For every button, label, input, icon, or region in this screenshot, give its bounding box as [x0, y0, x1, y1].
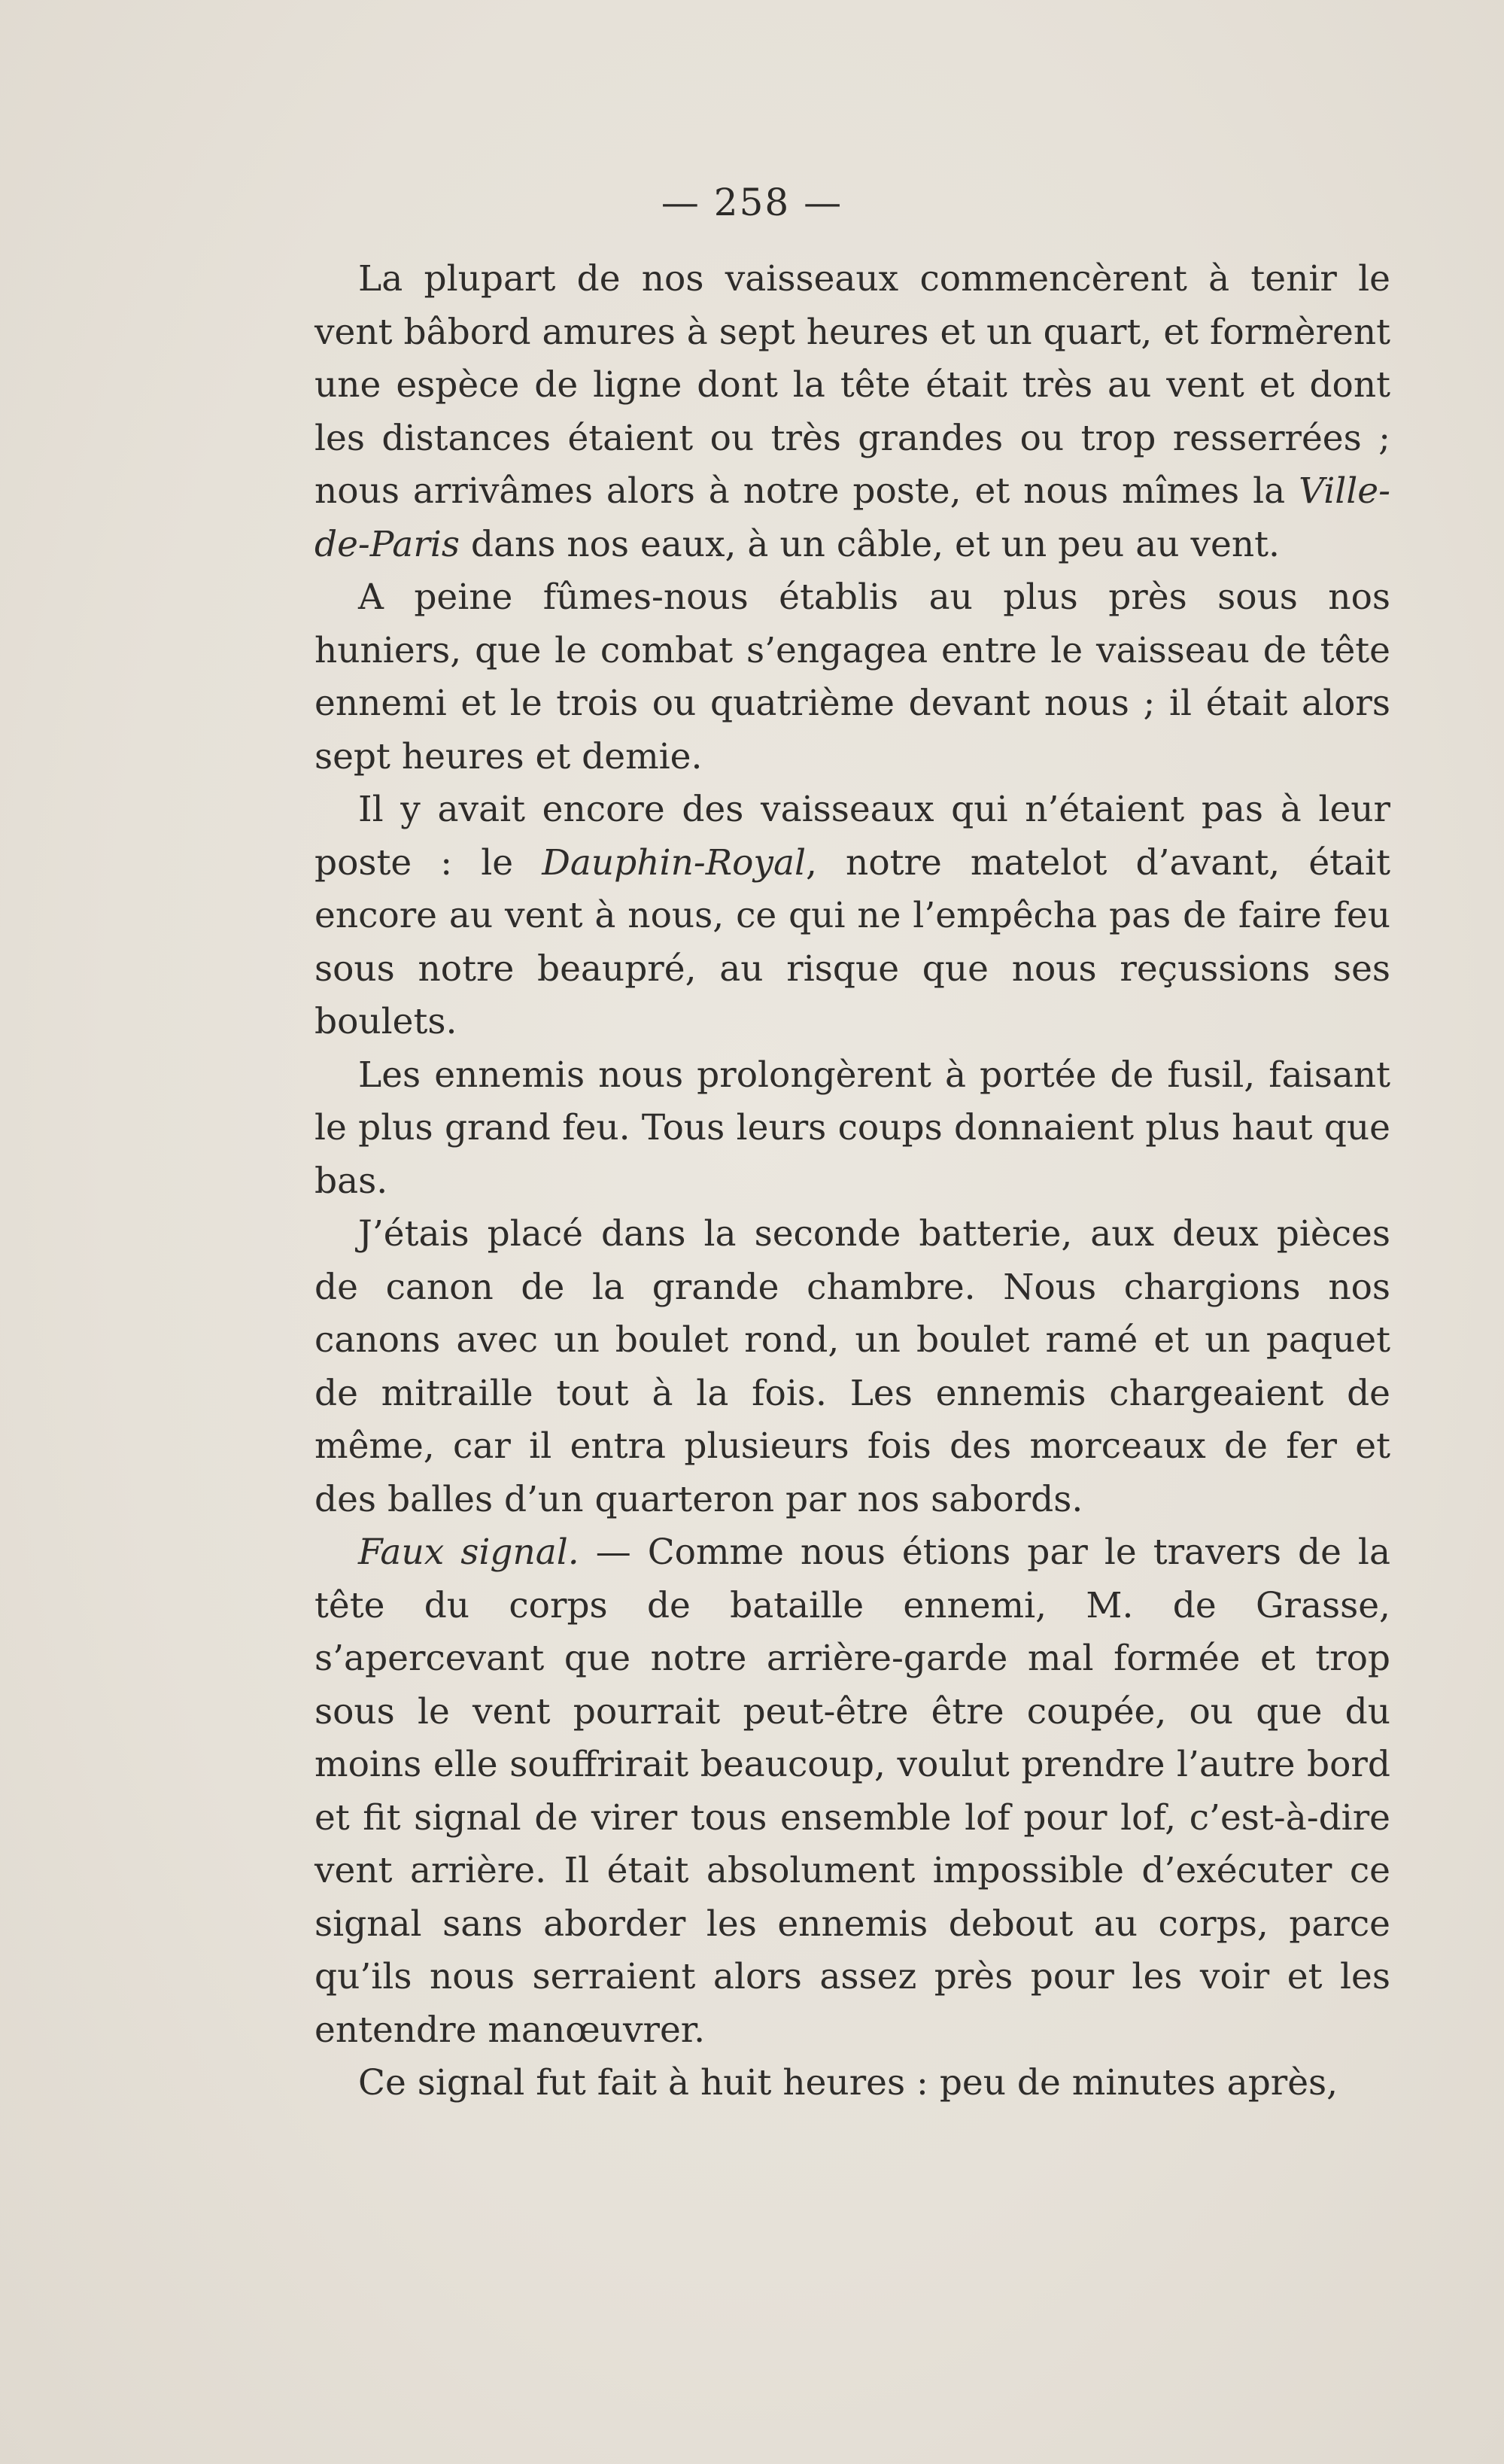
ship-name: Ville-de-Paris	[314, 470, 1390, 565]
paragraph: Il y avait encore des vaisseaux qui n’étaient pas à leur poste : le Dauphin-Royal, notre matelot d’avant, était encore au vent à nous, ce qui ne l’empêcha pas de faire feu sous notre beaupré, au risque que nous reçussions ses boulets.	[314, 789, 1390, 1042]
section-heading: Faux signal.	[358, 1532, 579, 1573]
body-text	[314, 253, 1390, 2110]
paragraph: La plupart de nos vaisseaux commencèrent à tenir le vent bâbord amures à sept heures et un quart, et formèrent une espèce de ligne dont la tête était très au vent et dont les distances étaient ou très grandes ou trop resserrées ; nous arrivâmes alors à notre poste, et nous mîmes la Ville-de-Paris dans nos eaux, à un câble, et un peu au vent.	[314, 258, 1390, 565]
paragraph: Les ennemis nous prolongèrent à portée de fusil, faisant le plus grand feu. Tous leurs coups donnaient plus haut que bas.	[314, 1054, 1390, 1202]
paragraph: Faux signal. — Comme nous étions par le travers de la tête du corps de bataille ennemi, M. de Grasse, s’apercevant que notre arrière-garde mal formée et trop sous le vent pourrait peut-être être coupée, ou que du moins elle souffrirait beaucoup, voulut prendre l’autre bord et fit signal de virer tous ensemble lof pour lof, c’est-à-dire vent arrière. Il était absolument impossible d’exécuter ce signal sans aborder les ennemis debout au corps, parce qu’ils nous serraient alors assez près pour les voir et les entendre manœuvrer.	[314, 1532, 1390, 2051]
paragraph: J’étais placé dans la seconde batterie, aux deux pièces de canon de la grande chambre. Nous chargions nos canons avec un boulet rond, un boulet ramé et un paquet de mitraille tout à la fois. Les ennemis chargeaient de même, car il entra plusieurs fois des morceaux de fer et des balles d’un quarteron par nos sabords.	[314, 1213, 1390, 1520]
paragraph: A peine fûmes-nous établis au plus près sous nos huniers, que le combat s’engagea entre le vaisseau de tête ennemi et le trois ou quatrième devant nous ; il était alors sept heures et demie.	[314, 576, 1390, 777]
ship-name: Dauphin-Royal	[542, 841, 807, 884]
paragraph: Ce signal fut fait à huit heures : peu de minutes après,	[358, 2062, 1338, 2104]
page-number: — 258 —	[661, 181, 843, 224]
